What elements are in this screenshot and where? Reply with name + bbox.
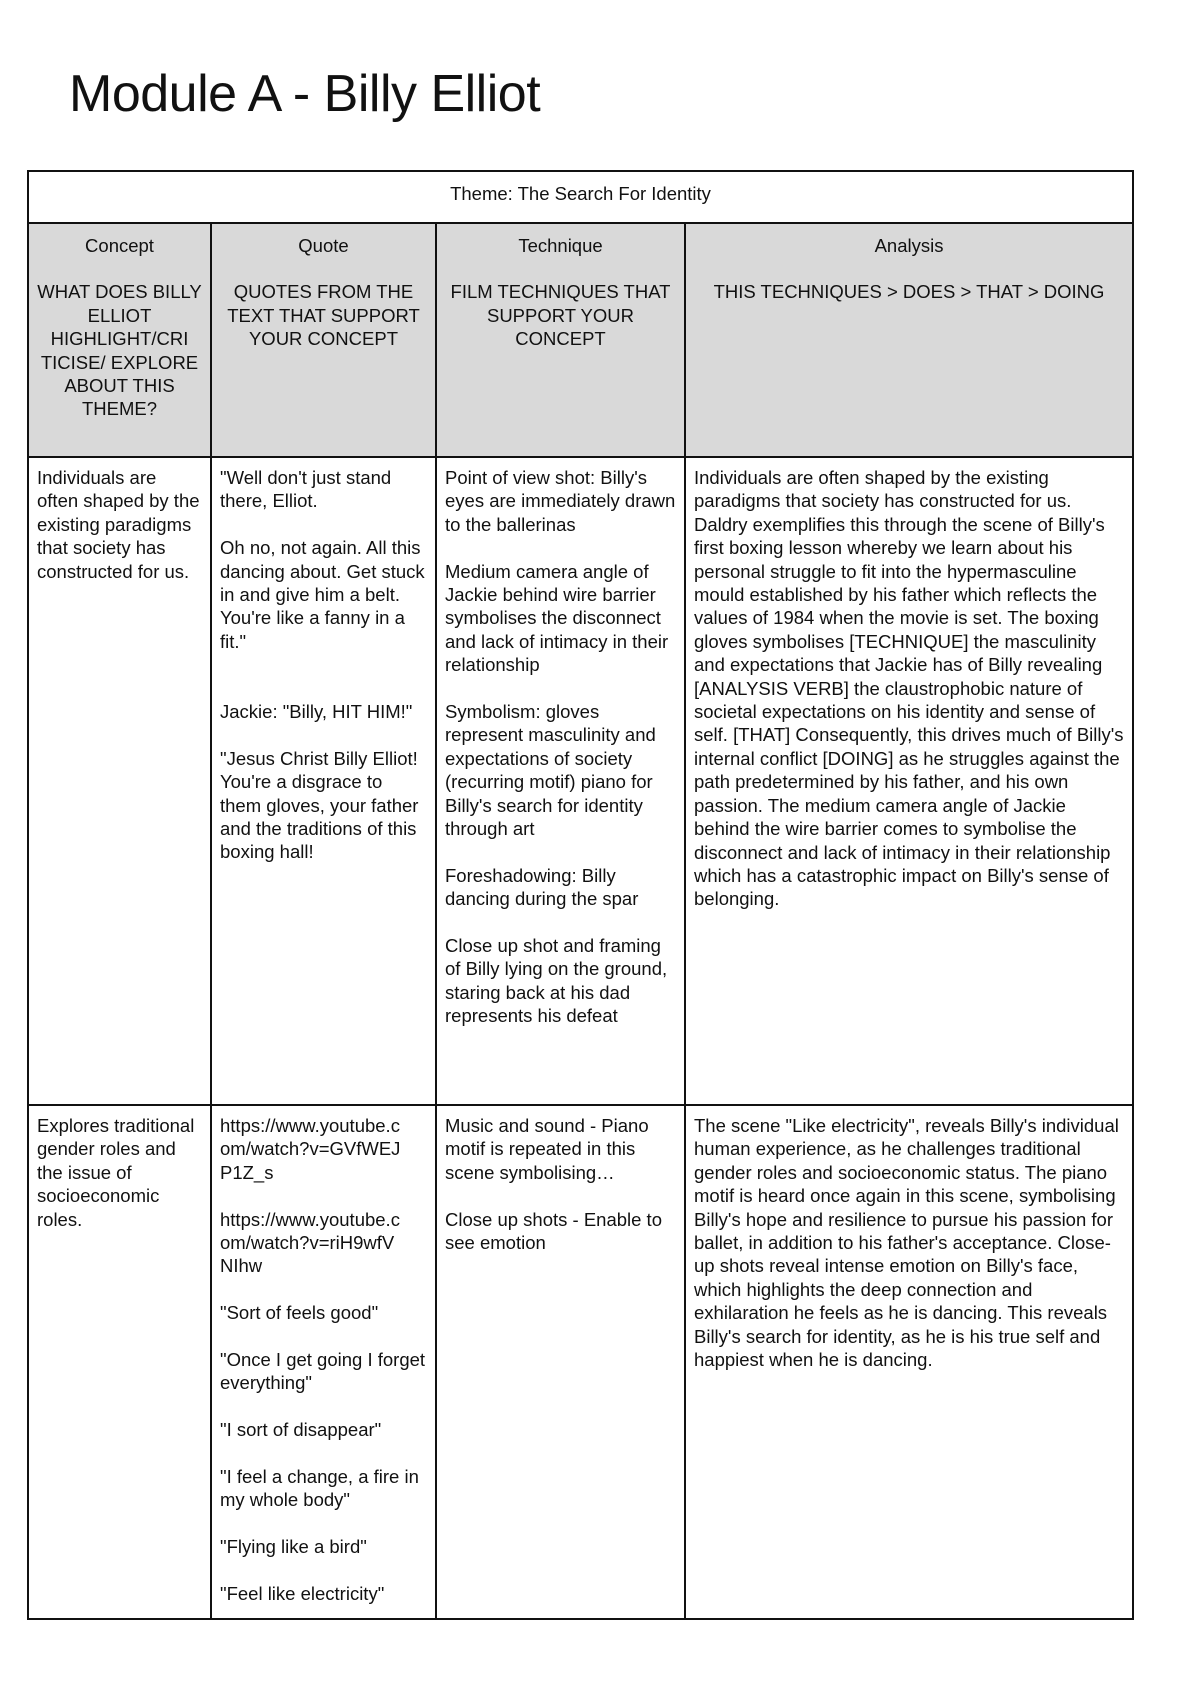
technique-cell	[436, 1105, 685, 1619]
analysis-text: Individuals are often shaped by the existing paradigms that society has constructed for us. Daldry exemplifies this through the scene of Billy's first boxing lesson whereby we learn about his personal struggle to fit into the hypermasculine mould established by his father which reflects the values of 1984 when the movie is set. The boxing gloves symbolises [TECHNIQUE] the masculinity and expectations that Jackie has of Billy revealing [ANALYSIS VERB] the claustrophobic nature of societal expectations on his identity and sense of self. [THAT] Consequently, this drives much of Billy's internal conflict [DOING] as he struggles against the path predetermined by his father, and his own passion. The medium camera angle of Jackie behind the wire barrier comes to symbolise the disconnect and lack of intimacy in their relationship which has a catastrophic impact on Billy's sense of belonging.	[694, 467, 1124, 910]
table-row	[28, 457, 1133, 1105]
quote-text: Oh no, not again. All this dancing about. Get stuck in and give him a belt. You're like a fanny in a fit."	[220, 537, 425, 652]
concept-cell	[28, 457, 211, 1105]
quote-text: "Once I get going I forget everything"	[220, 1349, 426, 1394]
quote-text: "Sort of feels good"	[220, 1302, 379, 1324]
header-quote	[211, 223, 436, 457]
quote-link[interactable]: https://www.youtube.c om/watch?v=riH9wfV NIhw	[220, 1208, 400, 1277]
header-description: QUOTES FROM THE TEXT THAT SUPPORT YOUR CONCEPT	[227, 281, 420, 350]
quote-text: "I sort of disappear"	[220, 1419, 382, 1441]
header-row	[28, 223, 1133, 457]
technique-text: Music and sound - Piano motif is repeated in this scene symbolising…	[445, 1115, 649, 1183]
analysis-cell	[685, 1105, 1133, 1619]
header-description: WHAT DOES BILLY ELLIOT HIGHLIGHT/CRI TICISE/ EXPLORE ABOUT THIS THEME?	[37, 281, 202, 420]
header-description: THIS TECHNIQUES > DOES > THAT > DOING	[713, 281, 1105, 303]
theme-row	[28, 171, 1133, 223]
header-title: Quote	[298, 235, 349, 256]
table-row	[28, 1105, 1133, 1619]
quote-text: Jackie: "Billy, HIT HIM!"	[220, 701, 413, 723]
technique-text: Point of view shot: Billy's eyes are immediately drawn to the ballerinas	[445, 467, 676, 535]
identity-table	[27, 170, 1134, 1620]
concept-text: Individuals are often shaped by the existing paradigms that society has constructed for us.	[37, 467, 200, 582]
quote-text: "Well don't just stand there, Elliot.	[220, 467, 392, 512]
concept-cell	[28, 1105, 211, 1619]
analysis-text: The scene "Like electricity", reveals Billy's individual human experience, as he challenges traditional gender roles and socioeconomic status. The piano motif is heard once again in this scene, symbolising Billy's hope and resilience to pursue his passion for ballet, in addition to his father's acceptance. Close-up shots reveal intense emotion on Billy's face, which highlights the deep connection and exhilaration he feels as he is dancing. This reveals Billy's search for identity, as he is his true self and happiest when he is dancing.	[694, 1115, 1119, 1371]
header-title: Analysis	[874, 235, 944, 256]
header-concept	[28, 223, 211, 457]
concept-text: Explores traditional gender roles and the issue of socioeconomic roles.	[37, 1115, 195, 1230]
header-description: FILM TECHNIQUES THAT SUPPORT YOUR CONCEPT	[450, 281, 671, 350]
analysis-cell	[685, 457, 1133, 1105]
quote-cell	[211, 457, 436, 1105]
technique-text: Foreshadowing: Billy dancing during the spar	[445, 864, 639, 910]
quote-text: "Jesus Christ Billy Elliot! You're a disgrace to them gloves, your father and the traditions of this boxing hall!	[220, 747, 419, 863]
quote-text: "Feel like electricity"	[220, 1583, 385, 1605]
quote-link[interactable]: https://www.youtube.c om/watch?v=GVfWEJ P1Z_s	[220, 1115, 401, 1183]
quote-text: "I feel a change, a fire in my whole body"	[220, 1466, 419, 1511]
header-title: Concept	[85, 235, 154, 256]
header-technique	[436, 223, 685, 457]
technique-cell	[436, 457, 685, 1105]
quote-cell	[211, 1105, 436, 1619]
technique-text: Close up shot and framing of Billy lying on the ground, staring back at his dad represents his defeat	[445, 935, 668, 1027]
page-title: Module A - Billy Elliot	[69, 65, 541, 123]
header-analysis	[685, 223, 1133, 457]
technique-text: Medium camera angle of Jackie behind wire barrier symbolises the disconnect and lack of intimacy in their relationship	[445, 560, 669, 676]
technique-text: Close up shots - Enable to see emotion	[445, 1208, 662, 1254]
quote-text: "Flying like a bird"	[220, 1536, 367, 1558]
technique-text: Symbolism: gloves represent masculinity and expectations of society (recurring motif) piano for Billy's search for identity through art	[445, 701, 656, 840]
header-title: Technique	[518, 235, 603, 256]
theme-cell: Theme: The Search For Identity	[28, 171, 1133, 223]
